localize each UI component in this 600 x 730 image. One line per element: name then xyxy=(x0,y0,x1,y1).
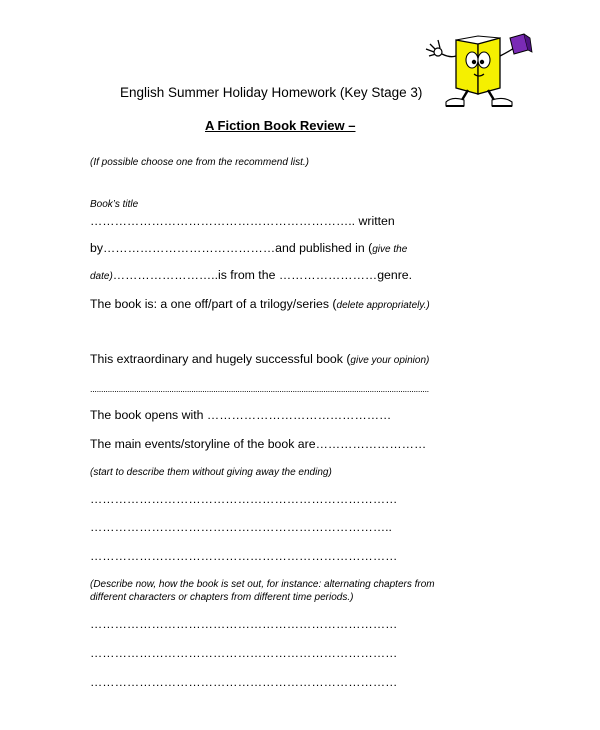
delete-appropriately-note: delete appropriately.) xyxy=(336,300,430,311)
date-note: date) xyxy=(90,271,113,282)
main-events-line: The main events/storyline of the book are……………………… xyxy=(90,437,427,451)
note-start-describe: (start to describe them without giving away the ending) xyxy=(90,467,332,478)
blank-line: ………………………………………………………………… xyxy=(90,646,398,660)
opinion-line xyxy=(90,352,429,366)
blank-line: ………………………………………………………………… xyxy=(90,675,398,689)
author-published-line xyxy=(90,241,407,255)
series-text: The book is: a one off/part of a trilogy/series ( xyxy=(90,297,337,311)
note-describe-now-2: different characters or chapters from different time periods.) xyxy=(90,592,354,603)
page-header: English Summer Holiday Homework (Key Stage 3) xyxy=(120,85,423,100)
opens-with-line: The book opens with ……………………………………… xyxy=(90,408,392,422)
series-line xyxy=(90,297,430,311)
title-written-line: ……………………………………………………….. written xyxy=(90,214,395,228)
author-published-text: by……………………………………and published in ( xyxy=(90,241,373,255)
book-title-label: Book’s title xyxy=(90,199,139,210)
opinion-dotted-rule: .......................................................................................................................................................... xyxy=(90,384,429,392)
note-choose-from-list: (If possible choose one from the recommend list.) xyxy=(90,157,309,168)
book-character-icon xyxy=(422,28,540,110)
date-genre-text: ……………………..is from the ……………………genre. xyxy=(112,268,413,282)
give-opinion-note: give your opinion) xyxy=(350,355,430,366)
note-describe-now-1: (Describe now, how the book is set out, for instance: alternating chapters from xyxy=(90,579,435,590)
blank-line: ………………………………………………………………… xyxy=(90,492,398,506)
opinion-text: This extraordinary and hugely successful book ( xyxy=(90,352,351,366)
give-the-note: give the xyxy=(372,244,408,255)
blank-line: ………………………………………………………………… xyxy=(90,549,398,563)
blank-line: ………………………………………………………………… xyxy=(90,617,398,631)
blank-line: ……………………………………………………………….. xyxy=(90,520,392,534)
page-title: A Fiction Book Review – xyxy=(205,118,356,133)
date-genre-line xyxy=(90,268,412,282)
